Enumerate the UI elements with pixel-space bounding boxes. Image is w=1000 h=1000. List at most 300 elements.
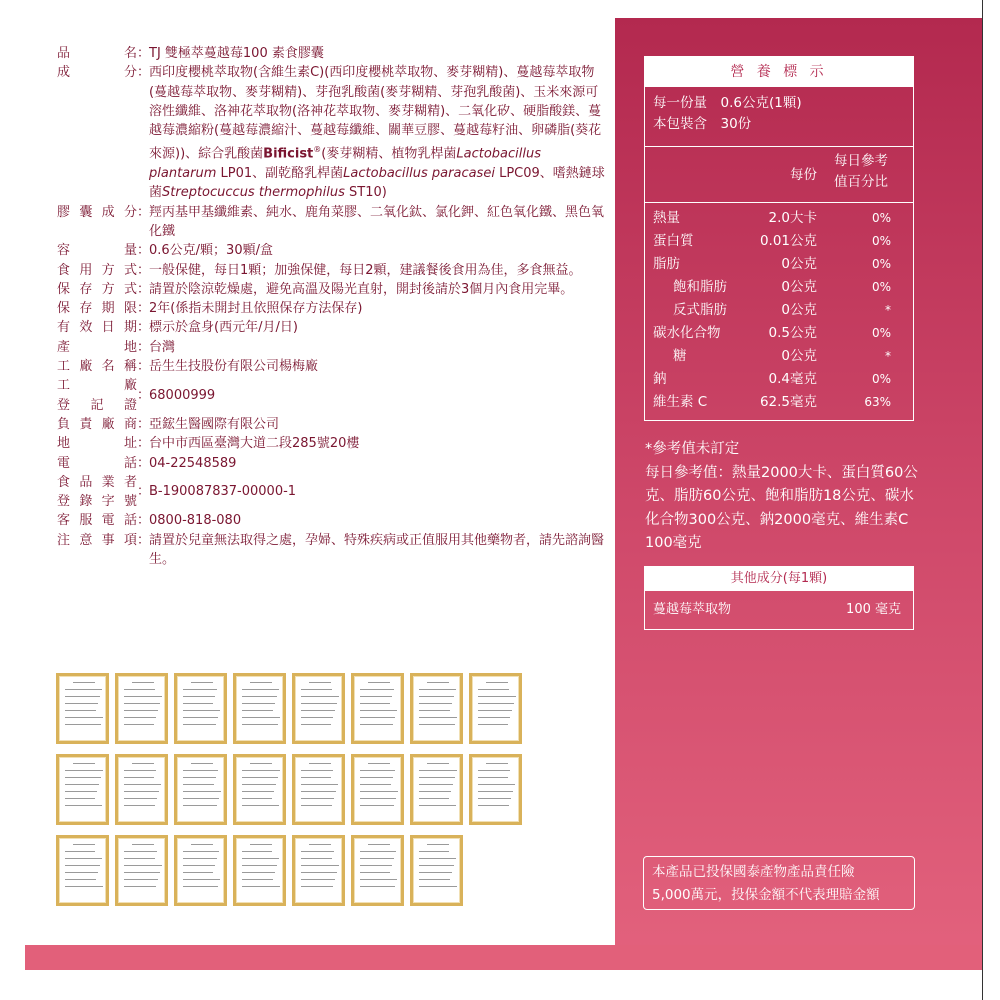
test-certificate-thumbnail bbox=[174, 754, 227, 825]
certificate-text-line bbox=[183, 791, 221, 792]
test-certificate-thumbnail bbox=[351, 835, 404, 906]
info-row bbox=[57, 473, 605, 512]
info-label bbox=[57, 241, 137, 260]
certificate-text-line bbox=[65, 717, 103, 718]
info-colon: ： bbox=[137, 416, 151, 432]
test-certificate-thumbnail bbox=[56, 673, 109, 744]
nutrition-row bbox=[645, 391, 913, 414]
certificate-text-line bbox=[242, 710, 273, 711]
nutrient-daily-value: 63% bbox=[864, 395, 891, 409]
certificate-text-line bbox=[301, 703, 337, 704]
info-row bbox=[57, 511, 605, 530]
nutrition-row bbox=[645, 299, 913, 322]
info-row bbox=[57, 376, 605, 415]
certificate-text-line bbox=[242, 717, 280, 718]
certificate-text-line bbox=[124, 724, 154, 725]
certificate-text-line bbox=[309, 763, 331, 764]
certificate-text-line bbox=[132, 844, 154, 845]
info-colon: ： bbox=[137, 204, 151, 220]
bottom-accent-bar bbox=[25, 945, 982, 970]
info-value: 請置於陰涼乾燥處，避免高溫及陽光直射，開封後請於3個月內食用完畢。 bbox=[149, 281, 574, 297]
certificate-text-line bbox=[242, 791, 274, 792]
certificate-text-line bbox=[427, 682, 449, 683]
certificate-text-line bbox=[360, 689, 394, 690]
certificate-text-line bbox=[132, 682, 154, 683]
info-label bbox=[57, 434, 137, 453]
certificate-text-line bbox=[419, 770, 457, 771]
info-colon: ： bbox=[137, 436, 151, 452]
certificate-text-line bbox=[478, 770, 510, 771]
test-certificate-thumbnail bbox=[410, 835, 463, 906]
certificate-text-line bbox=[478, 710, 512, 711]
certificate-text-line bbox=[65, 865, 100, 866]
info-label bbox=[57, 376, 137, 415]
nutrient-name: 碳水化合物 bbox=[653, 325, 721, 341]
nutrient-name: 鈉 bbox=[653, 371, 667, 387]
info-colon: ： bbox=[137, 339, 151, 355]
nutrition-row bbox=[645, 345, 913, 368]
info-value: 0800-818-080 bbox=[149, 513, 242, 529]
info-label-text: 注意事項 bbox=[57, 532, 137, 548]
certificate-text-line bbox=[65, 872, 98, 873]
certificate-text-line bbox=[419, 886, 457, 887]
certificate-text-line bbox=[242, 865, 277, 866]
info-row bbox=[57, 318, 605, 337]
info-label bbox=[57, 357, 137, 376]
test-certificate-thumbnail bbox=[292, 835, 345, 906]
certificate-text-line bbox=[419, 872, 452, 873]
info-label-text: 膠囊成分 bbox=[57, 204, 137, 220]
nutrient-name: 飽和脂肪 bbox=[673, 279, 727, 295]
certificate-text-line bbox=[419, 879, 450, 880]
info-colon: ： bbox=[137, 513, 151, 529]
info-row bbox=[57, 338, 605, 357]
certificate-text-line bbox=[301, 724, 331, 725]
nutrient-amount: 0.5公克 bbox=[768, 325, 817, 341]
other-ingredient-name: 蔓越莓萃取物 bbox=[653, 602, 732, 617]
other-ingredients-title: 其他成分(每1顆) bbox=[645, 567, 913, 591]
certificate-text-line bbox=[183, 805, 217, 806]
certificate-text-line bbox=[427, 763, 449, 764]
nutrient-name: 反式脂肪 bbox=[673, 302, 727, 318]
certificate-text-line bbox=[419, 805, 456, 806]
daily-value-header bbox=[821, 151, 901, 193]
insurance-line2: 5,000萬元，投保金額不代表理賠金額 bbox=[652, 887, 880, 903]
certificate-text-line bbox=[124, 689, 155, 690]
certificate-text-line bbox=[65, 696, 100, 697]
info-value-part: Lactobacillus plantarum bbox=[149, 146, 541, 182]
certificate-text-line bbox=[360, 872, 390, 873]
nutrient-amount: 2.0大卡 bbox=[768, 210, 817, 226]
certificate-text-line bbox=[301, 865, 339, 866]
certificate-text-line bbox=[301, 784, 338, 785]
info-value-part: (麥芽糊精、植物乳桿菌 bbox=[321, 146, 457, 162]
nutrition-row bbox=[645, 253, 913, 276]
info-value: 0.6公克/顆；30顆/盒 bbox=[149, 243, 273, 259]
certificate-text-line bbox=[360, 858, 394, 859]
per-serving-header: 每份 bbox=[790, 167, 817, 183]
info-label bbox=[57, 318, 137, 337]
nutrient-daily-value: 0% bbox=[871, 280, 891, 294]
certificate-text-line bbox=[124, 858, 155, 859]
certificate-text-line bbox=[301, 886, 333, 887]
info-label-text: 有效日期 bbox=[57, 320, 137, 336]
info-value bbox=[145, 63, 605, 202]
info-row bbox=[57, 261, 605, 280]
certificate-text-line bbox=[486, 682, 508, 683]
nutrient-daily-value: 0% bbox=[871, 326, 891, 340]
certificate-text-line bbox=[65, 724, 101, 725]
nutrient-name: 熱量 bbox=[653, 210, 680, 226]
info-label-text: 負責廠商 bbox=[57, 416, 137, 432]
certificate-text-line bbox=[183, 770, 218, 771]
nutrient-name: 維生素 C bbox=[653, 394, 708, 410]
certificate-text-line bbox=[360, 805, 394, 806]
test-certificate-thumbnail bbox=[410, 673, 463, 744]
test-certificate-thumbnail bbox=[292, 754, 345, 825]
info-colon: ： bbox=[137, 243, 151, 259]
info-label-text: 保存方式 bbox=[57, 281, 137, 297]
info-label bbox=[57, 299, 137, 318]
nutrient-amount: 62.5毫克 bbox=[759, 394, 817, 410]
certificate-text-line bbox=[124, 886, 156, 887]
info-colon: ： bbox=[137, 262, 151, 278]
nutrient-daily-value: 0% bbox=[871, 257, 891, 271]
certificate-text-line bbox=[124, 879, 158, 880]
right-border bbox=[982, 0, 983, 1000]
info-label-text: 品 名 bbox=[57, 46, 137, 61]
nutrition-row bbox=[645, 322, 913, 345]
certificate-text-line bbox=[183, 777, 216, 778]
info-label-text: 成 分 bbox=[57, 65, 137, 81]
test-certificate-thumbnail bbox=[174, 673, 227, 744]
certificate-text-line bbox=[124, 696, 162, 697]
test-certificate-thumbnail bbox=[351, 754, 404, 825]
info-colon: ： bbox=[137, 532, 151, 548]
certificate-text-line bbox=[250, 844, 272, 845]
certificate-text-line bbox=[124, 777, 154, 778]
certificate-text-line bbox=[360, 717, 395, 718]
info-label-text: 地 址 bbox=[57, 436, 137, 452]
certificate-text-line bbox=[478, 805, 509, 806]
info-row bbox=[57, 63, 605, 202]
certificate-text-line bbox=[242, 689, 279, 690]
certificate-text-line bbox=[65, 798, 95, 799]
certificate-text-line bbox=[124, 784, 161, 785]
info-value: B-190087837-00000-1 bbox=[149, 484, 297, 500]
certificate-text-line bbox=[360, 770, 395, 771]
certificate-text-line bbox=[419, 696, 454, 697]
certificate-text-line bbox=[478, 784, 515, 785]
nutrient-amount: 0公克 bbox=[781, 279, 817, 295]
info-label bbox=[57, 473, 137, 512]
certificate-text-line bbox=[309, 844, 331, 845]
certificate-text-line bbox=[419, 689, 456, 690]
info-colon: ： bbox=[137, 320, 151, 336]
info-value-part: Lactobacillus paracasei bbox=[343, 166, 495, 182]
certificate-text-line bbox=[309, 682, 331, 683]
info-value: TJ 雙極萃蔓越莓100 素食膠囊 bbox=[149, 46, 324, 61]
info-label-text-2: 登 記 證 bbox=[57, 397, 137, 413]
test-certificate-thumbnail bbox=[56, 835, 109, 906]
certificate-text-line bbox=[183, 717, 218, 718]
info-value-part: ST10) bbox=[344, 185, 387, 201]
info-label bbox=[57, 338, 137, 357]
info-colon: ： bbox=[137, 484, 151, 500]
certificate-text-line bbox=[65, 777, 101, 778]
certificate-text-line bbox=[478, 724, 508, 725]
certificate-text-line bbox=[183, 879, 220, 880]
certificate-text-line bbox=[242, 872, 275, 873]
certificate-text-line bbox=[419, 865, 454, 866]
info-value: 岳生生技股份有限公司楊梅廠 bbox=[149, 359, 319, 375]
certificate-text-line bbox=[419, 851, 449, 852]
certificate-text-line bbox=[301, 851, 334, 852]
certificate-text-line bbox=[65, 703, 98, 704]
certificate-text-line bbox=[124, 805, 155, 806]
certificate-text-line bbox=[132, 763, 154, 764]
info-value: 68000999 bbox=[149, 387, 216, 403]
test-certificate-thumbnail bbox=[233, 754, 286, 825]
info-row bbox=[57, 299, 605, 318]
nutrient-name: 糖 bbox=[673, 348, 687, 364]
info-row bbox=[57, 241, 605, 260]
daily-value-header-line1: 每日參考 bbox=[834, 153, 888, 169]
certificate-text-line bbox=[478, 777, 508, 778]
certificate-text-line bbox=[242, 696, 277, 697]
certificate-text-line bbox=[419, 858, 456, 859]
certificate-text-line bbox=[65, 784, 99, 785]
certificate-text-line bbox=[301, 798, 334, 799]
info-row bbox=[57, 415, 605, 434]
info-value-part: LP01、副乾酪乳桿菌 bbox=[216, 166, 344, 182]
insurance-line1: 本產品已投保國泰產物產品責任險 bbox=[652, 864, 855, 880]
info-label bbox=[57, 203, 137, 242]
info-label bbox=[57, 511, 137, 530]
certificate-text-line bbox=[419, 703, 452, 704]
certificate-text-line bbox=[65, 851, 95, 852]
serving-label: 每一份量 bbox=[653, 95, 707, 111]
info-label-text: 產 地 bbox=[57, 339, 137, 355]
certificate-text-line bbox=[183, 865, 215, 866]
certificate-text-line bbox=[486, 763, 508, 764]
certificate-text-line bbox=[124, 703, 160, 704]
info-row bbox=[57, 454, 605, 473]
info-row bbox=[57, 44, 605, 63]
certificate-text-line bbox=[65, 710, 96, 711]
servings-label: 本包裝含 bbox=[653, 116, 707, 132]
certificate-text-line bbox=[419, 791, 451, 792]
certificate-text-line bbox=[183, 689, 217, 690]
info-label bbox=[57, 531, 137, 570]
nutrient-name: 蛋白質 bbox=[653, 233, 694, 249]
other-ingredient-amount: 100 毫克 bbox=[846, 602, 901, 617]
info-colon: ： bbox=[137, 455, 151, 471]
certificate-text-line bbox=[360, 710, 397, 711]
certificate-text-line bbox=[242, 858, 279, 859]
certificate-text-line bbox=[65, 770, 103, 771]
nutrition-row bbox=[645, 230, 913, 253]
certificate-text-line bbox=[242, 784, 276, 785]
nutrient-amount: 0.4毫克 bbox=[768, 371, 817, 387]
test-certificate-thumbnail bbox=[233, 673, 286, 744]
info-value-part: LPC09、嗜熱鏈球菌 bbox=[149, 166, 605, 201]
nutrient-amount: 0公克 bbox=[781, 348, 817, 364]
nutrient-daily-value: 0% bbox=[871, 234, 891, 248]
certificate-text-line bbox=[65, 879, 96, 880]
info-value: 台灣 bbox=[149, 339, 176, 355]
certificate-text-line bbox=[301, 858, 332, 859]
info-label bbox=[57, 280, 137, 299]
certificate-text-line bbox=[183, 798, 219, 799]
certificate-text-line bbox=[360, 879, 397, 880]
info-value: 標示於盒身(西元年/月/日) bbox=[149, 320, 298, 336]
certificate-text-line bbox=[301, 710, 335, 711]
test-certificate-thumbnail bbox=[115, 835, 168, 906]
nutrition-header bbox=[645, 147, 913, 203]
certificate-text-line bbox=[191, 682, 213, 683]
nutrient-amount: 0.01公克 bbox=[759, 233, 817, 249]
certificate-text-line bbox=[360, 798, 396, 799]
reference-note-daily: 每日參考值：熱量2000大卡、蛋白質60公克、脂肪60公克、飽和脂肪18公克、碳水化合物300公克、鈉2000毫克、維生素C 100毫克 bbox=[645, 464, 918, 551]
test-certificate-thumbnail bbox=[115, 673, 168, 744]
certificate-text-line bbox=[183, 696, 215, 697]
nutrient-daily-value: 0% bbox=[871, 211, 891, 225]
certificate-text-line bbox=[242, 879, 273, 880]
certificate-text-line bbox=[183, 724, 216, 725]
info-value: 請置於兒童無法取得之處，孕婦、特殊疾病或正值服用其他藥物者，請先諮詢醫生。 bbox=[149, 532, 605, 568]
info-label bbox=[57, 454, 137, 473]
info-label-text-2: 登錄字號 bbox=[57, 494, 137, 510]
serving-info bbox=[645, 87, 913, 147]
test-certificate-thumbnail bbox=[292, 673, 345, 744]
certificate-text-line bbox=[478, 798, 511, 799]
info-label bbox=[57, 63, 137, 202]
certificate-text-line bbox=[124, 872, 160, 873]
info-row bbox=[57, 531, 605, 570]
certificate-text-line bbox=[65, 689, 102, 690]
certificate-text-line bbox=[419, 710, 450, 711]
info-value-part: Bificist bbox=[263, 146, 314, 162]
certificate-text-line bbox=[124, 798, 157, 799]
info-label-text: 食用方式 bbox=[57, 262, 137, 278]
certificate-text-line bbox=[242, 703, 275, 704]
info-value: 亞鋐生醫國際有限公司 bbox=[149, 416, 280, 432]
serving-value: 0.6公克(1顆) bbox=[720, 95, 802, 111]
certificate-text-line bbox=[478, 696, 516, 697]
nutrient-daily-value: * bbox=[885, 303, 891, 317]
certificate-text-line bbox=[65, 805, 102, 806]
info-value: 一般保健，每日1顆；加強保健，每日2顆，建議餐後食用為佳，多食無益。 bbox=[149, 262, 582, 278]
certificate-text-line bbox=[301, 879, 335, 880]
info-value-part: 西印度櫻桃萃取物(含維生素C)(西印度櫻桃萃取物、麥芽糊精)、蔓越莓萃取物(蔓越莓萃取物、麥芽糊精)、芽孢乳酸菌(麥芽糊精、芽孢乳酸菌)、玉米來源可溶性纖維、洛神花萃取物(洛神花萃取物、麥芽糊精)、二氧化矽、硬脂酸鎂、蔓越莓濃縮粉(蔓越莓濃縮汁、蔓越莓纖維、關華豆膠、蔓越莓籽油、卵磷脂(葵花來源))、綜合乳酸菌 bbox=[149, 65, 602, 162]
certificate-text-line bbox=[73, 682, 95, 683]
info-label-text: 容 量 bbox=[57, 243, 137, 259]
daily-value-header-line2: 值百分比 bbox=[834, 174, 888, 190]
certificate-text-line bbox=[301, 696, 339, 697]
info-colon: ： bbox=[137, 359, 151, 375]
certificate-text-line bbox=[419, 777, 455, 778]
info-label-text: 工 廠 bbox=[57, 378, 137, 394]
certificate-text-line bbox=[301, 777, 331, 778]
certificate-text-line bbox=[124, 865, 162, 866]
test-certificate-thumbnail bbox=[469, 754, 522, 825]
test-certificate-thumbnail bbox=[174, 835, 227, 906]
nutrient-name: 脂肪 bbox=[653, 256, 680, 272]
certificate-text-line bbox=[419, 717, 457, 718]
info-value-part: ® bbox=[313, 145, 322, 155]
certificate-text-line bbox=[419, 798, 449, 799]
certificate-text-line bbox=[124, 851, 157, 852]
certificate-text-line bbox=[301, 791, 336, 792]
certificate-text-line bbox=[183, 703, 213, 704]
certificate-text-line bbox=[368, 844, 390, 845]
nutrient-amount: 0公克 bbox=[781, 256, 817, 272]
info-value: 2年(係指未開封且依照保存方法保存) bbox=[149, 301, 363, 317]
test-certificate-thumbnail bbox=[469, 673, 522, 744]
certificate-text-line bbox=[242, 886, 280, 887]
certificate-text-line bbox=[250, 682, 272, 683]
nutrition-row bbox=[645, 276, 913, 299]
certificate-text-line bbox=[301, 770, 333, 771]
certificate-text-line bbox=[242, 777, 278, 778]
test-certificate-thumbnail bbox=[115, 754, 168, 825]
certificate-text-line bbox=[183, 872, 213, 873]
certificate-text-line bbox=[301, 689, 332, 690]
certificate-text-line bbox=[360, 777, 393, 778]
certificate-text-line bbox=[183, 858, 217, 859]
certificate-text-line bbox=[301, 872, 337, 873]
test-certificate-thumbnail bbox=[410, 754, 463, 825]
info-label-text: 電 話 bbox=[57, 455, 137, 471]
info-colon: ： bbox=[137, 301, 151, 317]
certificate-text-line bbox=[191, 844, 213, 845]
certificate-text-line bbox=[73, 844, 95, 845]
certificate-text-line bbox=[301, 717, 333, 718]
product-info-block bbox=[57, 44, 605, 569]
certificate-text-line bbox=[360, 696, 392, 697]
info-value: 羥丙基甲基纖維素、純水、鹿角菜膠、二氧化鈦、氯化鉀、紅色氧化鐵、黑色氧化鐵 bbox=[149, 204, 605, 239]
certificate-text-line bbox=[242, 798, 272, 799]
certificate-text-line bbox=[427, 844, 449, 845]
certificate-text-line bbox=[65, 791, 97, 792]
certificate-text-line bbox=[124, 717, 156, 718]
info-value: 台中市西區臺灣大道二段285號20樓 bbox=[149, 436, 360, 452]
certificate-text-line bbox=[183, 886, 218, 887]
certificate-text-line bbox=[368, 682, 390, 683]
nutrient-daily-value: * bbox=[885, 349, 891, 363]
certificate-text-line bbox=[65, 858, 102, 859]
certificate-text-line bbox=[478, 717, 510, 718]
certificate-text-line bbox=[183, 710, 220, 711]
insurance-notice bbox=[643, 856, 915, 910]
other-ingredients-row bbox=[645, 591, 913, 629]
info-label bbox=[57, 415, 137, 434]
info-row bbox=[57, 203, 605, 242]
certificate-text-line bbox=[242, 724, 278, 725]
certificate-text-line bbox=[73, 763, 95, 764]
certificate-text-line bbox=[242, 770, 280, 771]
nutrition-title: 營 養 標 示 bbox=[645, 57, 913, 87]
test-certificate-thumbnail bbox=[56, 754, 109, 825]
info-label bbox=[57, 44, 137, 63]
info-colon: ： bbox=[137, 46, 151, 61]
nutrition-facts-table bbox=[644, 56, 914, 421]
other-ingredients-table bbox=[644, 566, 914, 630]
certificate-text-line bbox=[478, 703, 514, 704]
nutrition-rows bbox=[645, 203, 913, 420]
certificate-text-line bbox=[360, 886, 395, 887]
